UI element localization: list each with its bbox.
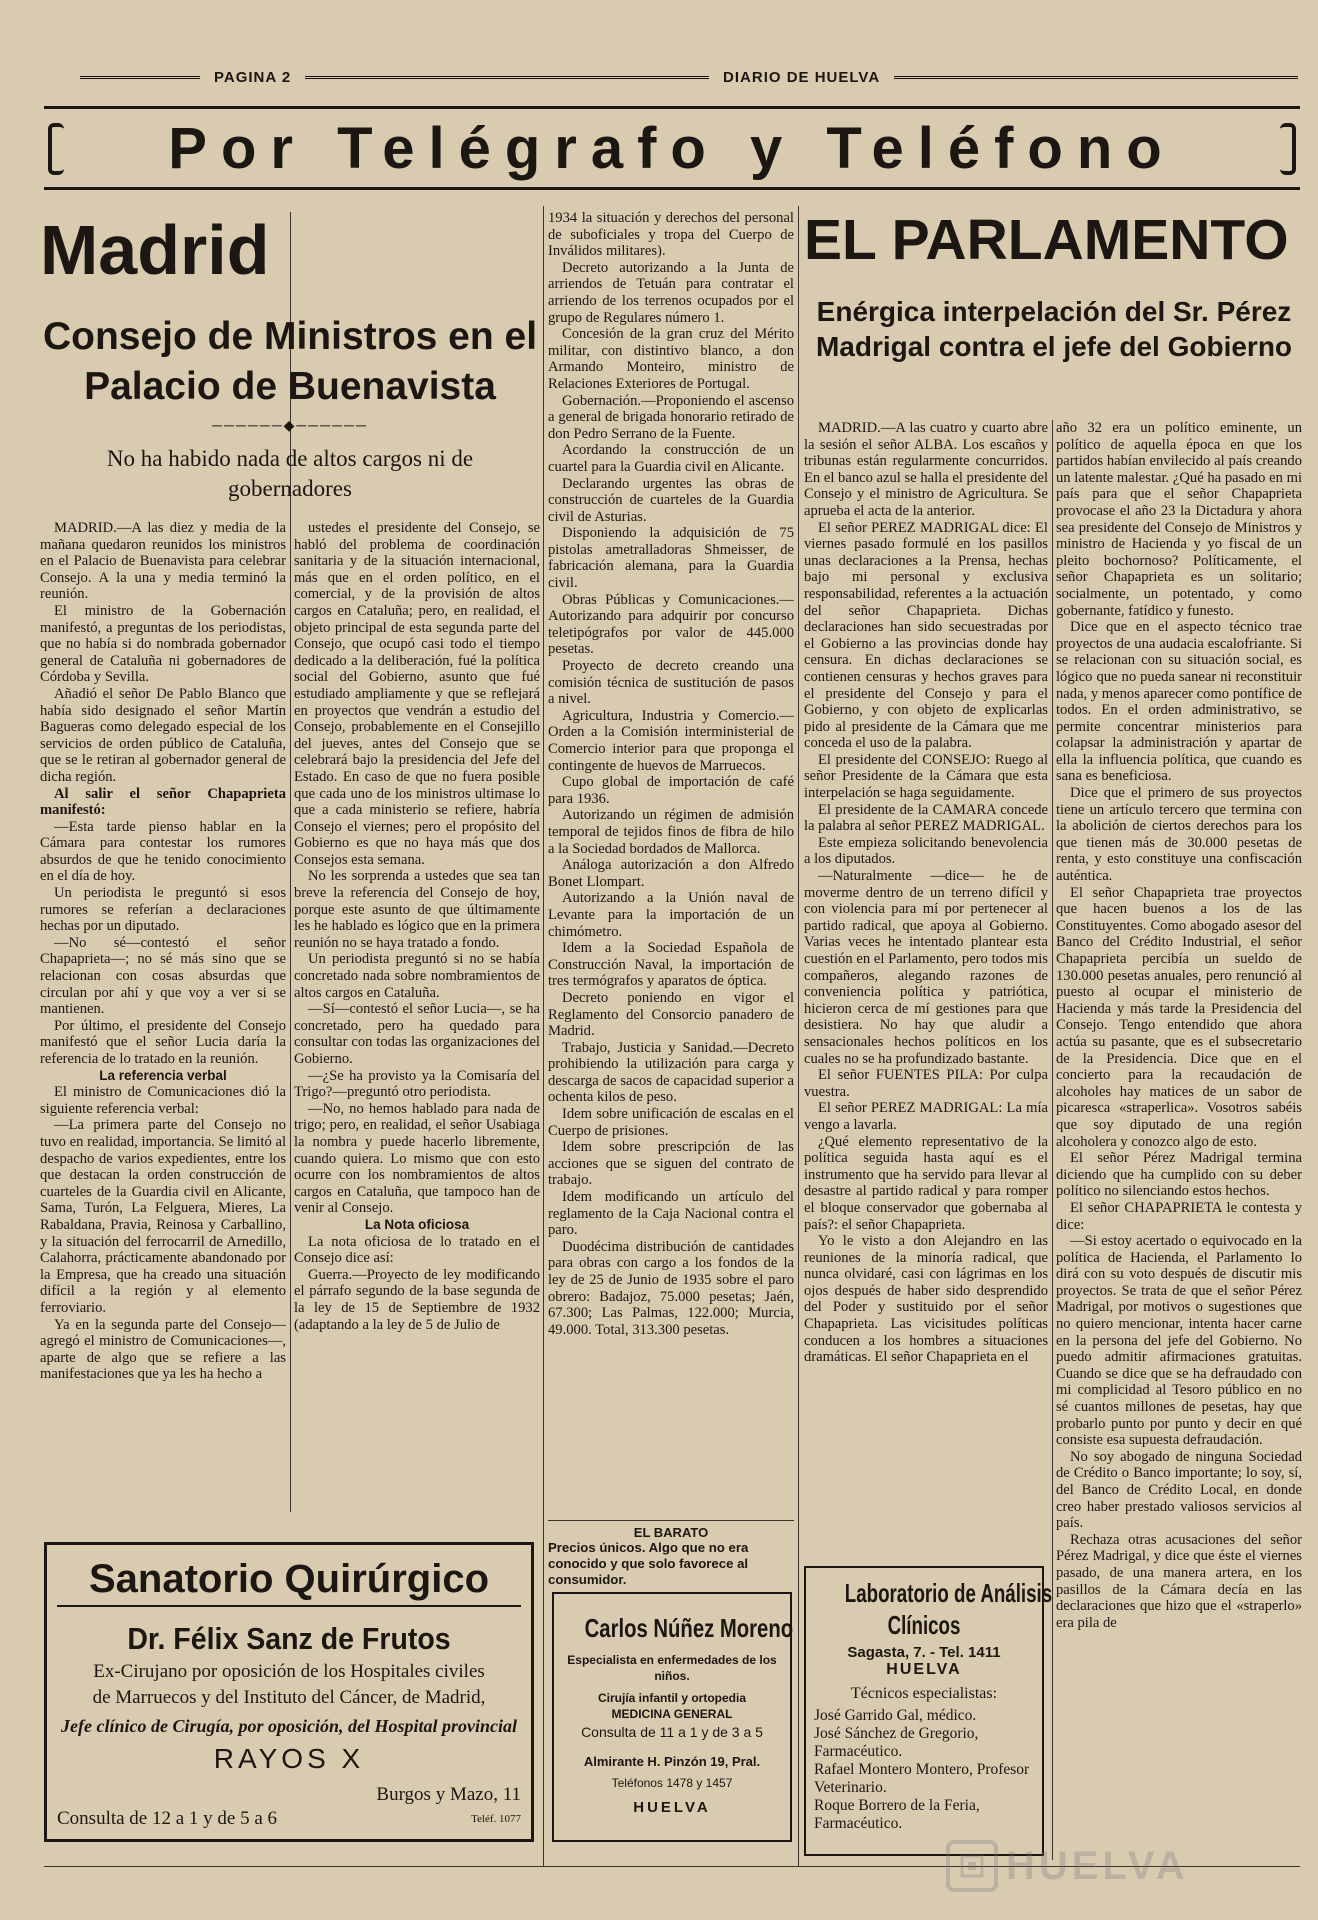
paragraph: año 32 era un político eminente, un político de aquella época en que los partidos habían envilecido al país creando un latente malestar. ¿Qué ha pasado en mi país para que el señor Chapaprieta provocase el año 23 la Dictadura y ahora sea presidente del Consejo de Ministros y ministro de Hacienda y yo fiscal de un pleito bochornoso? Políticamente, el señor Chapaprieta es un solitario; socialmente, un potentado, y como gobernante, fatídico y funesto. — [1056, 420, 1302, 619]
column-rule — [1052, 420, 1053, 1860]
subheading: La referencia verbal — [99, 1067, 227, 1083]
paragraph: Idem a la Sociedad Española de Construcción Naval, la importación de tres termógrafos y aparatos de óptica. — [548, 940, 794, 990]
laboratorio-advertisement — [804, 1566, 1053, 1856]
paragraph: Declarando urgentes las obras de construcción de cuarteles de la Guardia civil de Asturias. — [548, 475, 794, 525]
section-masthead — [44, 106, 1300, 190]
paragraph: Concesión de la gran cruz del Mérito militar, con distintivo blanco, a don Armando Monteiro, ministro de Relaciones Exteriores de Portugal. — [548, 326, 794, 392]
subheading: La Nota oficiosa — [364, 1216, 470, 1232]
ad-line: de Marruecos y del Instituto del Cáncer, de Madrid, — [92, 1687, 486, 1708]
parlamento-title: EL PARLAMENTO — [804, 208, 1289, 272]
paragraph: Al salir el señor Chapaprieta manifestó: — [40, 785, 286, 819]
paragraph: El señor Chapaprieta trae proyectos que hacen buenos a los de las Constituyentes. Como abogado asesor del Banco del Crédito Industrial, el señor Chapaprieta percibía un sueldo de 130.000 pesetas anuales, pero renunció al puesto al ocupar el ministerio de Hacienda y más tarde la Presidencia del Consejo. Tengo entendido que ahora actúa su pasante, que es el subsecretario de la Presidencia. Dice que en el concierto para la recaudación de alcoholes hay matices de un sabor de picaresca «straperlica». Vosotros sabéis que soy diputado de una región alcoholera y conozco algo de esto. — [1056, 884, 1302, 1150]
ad-line: Jefe clínico de Cirugía, por oposición, del Hospital provincial — [61, 1716, 517, 1736]
paragraph: Acordando la construcción de un cuartel para la Guardia civil en Alicante. — [548, 442, 794, 475]
ad-address: Burgos y Mazo, 11 — [376, 1784, 521, 1805]
paragraph: —Naturalmente —dice— he de moverme dentro de un terreno difícil y con violencia para mí por pertenecer al partido radical, que apoya al Gobierno. Varias veces he intentado plantear esta cuestión en el Parlamento, pero todos mis compañeros, alegando razones de conveniencia política y patriótica, hicieron cerca de mí gestiones para que desistiera. No hay que aludir a sensacionales hechos políticos en los cuales no se ha profundizado bastante. — [804, 868, 1048, 1067]
parlamento-deck: Enérgica interpelación del Sr. Pérez Madrigal contra el jefe del Gobierno — [815, 296, 1293, 362]
column-rule — [543, 206, 544, 1866]
paragraph: El ministro de Comunicaciones dió la siguiente referencia verbal: — [40, 1084, 286, 1117]
ad-title: Laboratorio de Análisis — [844, 1578, 1053, 1608]
paragraph: El presidente de la CAMARA concede la palabra al señor PEREZ MADRIGAL. — [804, 801, 1048, 835]
ad-doctor-name: Dr. Félix Sanz de Frutos — [127, 1621, 451, 1656]
paragraph: MADRID.—A las diez y media de la mañana quedaron reunidos los ministros en el Palacio de Buenavista para celebrar Consejo. A la una y media terminó la reunión. — [40, 520, 286, 603]
ad-phone: Teléf. 1077 — [471, 1813, 521, 1825]
list-item: José Sánchez de Gregorio, Farmacéutico. — [814, 1725, 979, 1760]
paragraph: El señor FUENTES PILA: Por culpa vuestra. — [804, 1067, 1048, 1100]
notice-heading: EL BARATO — [633, 1525, 709, 1540]
paragraph: Trabajo, Justicia y Sanidad.—Decreto prohibiendo la utilización para carga y descarga de sacos de capacidad superior a ochenta kilos de peso. — [548, 1039, 794, 1106]
paragraph: Autorizando a la Unión naval de Levante para la importación de un chimómetro. — [548, 890, 794, 940]
section-title: Por Telégrafo y Teléfono — [168, 115, 1176, 181]
paragraph: Por último, el presidente del Consejo manifestó que el señor Lucia daría la referencia de lo tratado en la reunión. — [40, 1017, 286, 1067]
madrid-heading-block — [40, 210, 540, 520]
parlamento-column-1 — [804, 420, 1048, 1550]
paragraph: —Si estoy acertado o equivocado en la política de Hacienda, el Parlamento lo dirá con su voto después de discutir mis proyectos. Se trata de que el señor Pérez Madrigal, por motivos o sugestiones que no quiero mencionar, intenta hacer carne en la persona del jefe del Gobierno. No puedo admitir afirmaciones gratuitas. Cuando se dice que se ha defraudado con mi complicidad al Tesoro público en no sé cuantos millones de pesetas, hay que probarlo punto por punto y decir en qué consiste esa supuesta defraudación. — [1056, 1233, 1302, 1449]
paragraph: —No sé—contestó el señor Chapaprieta—; no sé más sino que se relacionan con cosas absurdas que circulan por ahí y que voy a ver si se mantienen. — [40, 934, 286, 1018]
paragraph: Gobernación.—Proponiendo el ascenso a general de brigada honorario retirado de don Pedro Serrano de la Fuente. — [548, 392, 794, 442]
paragraph: Análoga autorización a don Alfredo Bonet Llompart. — [548, 857, 794, 890]
paragraph: Un periodista preguntó si no se había concretado nada sobre nombramientos de altos cargos en Cataluña. — [294, 951, 540, 1001]
paragraph: El señor PEREZ MADRIGAL dice: El viernes pasado formulé en los pasillos unas declaraciones a la Prensa, hechas bajo mi personal y exclusiva responsabilidad, referentes a la actuación del señor Chapaprieta. Dichas declaraciones han sido secuestradas por el Gobierno a las provincias donde hay censura. En dichas declaraciones se contienen censuras y hechos graves para el presidente del Consejo y para el Gobierno, y con objeto de explicarlas pido al presidente de la Cámara que me conceda el uso de la palabra. — [804, 519, 1048, 752]
paragraph: Decreto poniendo en vigor el Reglamento del Consorcio panadero de Madrid. — [548, 989, 794, 1040]
paragraph: Rechaza otras acusaciones del señor Pérez Madrigal, y dice que éste el viernes pasado, de una manera artera, en los pasillos de la Cámara decía en las declaraciones que hizo que el «straperlo» era pila de — [1056, 1531, 1302, 1631]
paragraph: El ministro de la Gobernación manifestó, a preguntas de los periodistas, que no había si do nombrada gobernador general de Cataluña ni gobernadores de Córdoba y Sevilla. — [40, 602, 286, 686]
paragraph: Guerra.—Proyecto de ley modificando el párrafo segundo de la base segunda de la ley de 15 de Septiembre de 1932 (adaptando a la ley de 5 de Julio de — [294, 1266, 540, 1333]
paragraph: El señor CHAPAPRIETA le contesta y dice: — [1056, 1199, 1302, 1233]
sanatorio-advertisement — [44, 1542, 534, 1842]
paragraph: El señor PEREZ MADRIGAL: La mía vengo a lavarla. — [804, 1100, 1048, 1133]
paragraph: MADRID.—A las cuatro y cuarto abre la sesión el señor ALBA. Los escaños y tribunas están regularmente concurridos. En el banco azul se halla el presidente del Consejo y el ministro de Agricultura. Se aprueba el acta de la anterior. — [804, 420, 1048, 519]
paragraph: Idem sobre unificación de escalas en el Cuerpo de prisiones. — [548, 1106, 794, 1139]
running-header — [80, 66, 1298, 88]
ad-city: HUELVA — [633, 1799, 711, 1816]
parlamento-column-2 — [1056, 420, 1302, 1860]
header-rule — [80, 76, 200, 79]
page-label: PAGINA 2 — [214, 68, 292, 86]
paragraph: Cupo global de importación de café para 1936. — [548, 774, 794, 807]
madrid-title: Madrid — [40, 211, 270, 289]
paragraph: Este empieza solicitando benevolencia a los diputados. — [804, 834, 1048, 868]
ad-footer — [57, 1783, 521, 1831]
paragraph: 1934 la situación y derechos del personal de suboficiales y tropa del Cuerpo de Inválidos militares). — [548, 210, 794, 260]
madrid-deck: No ha habido nada de altos cargos ni de gobernadores — [106, 446, 474, 501]
paragraph: —Esta tarde pienso hablar en la Cámara para contestar los rumores absurdos de que he tenido conocimiento en el día de hoy. — [40, 818, 286, 885]
ad-title: Sanatorio Quirúrgico — [57, 1553, 521, 1607]
paragraph: Yo le visto a don Alejandro en las reuniones de la minoría radical, que nunca olvidaré, casi con lágrimas en los ojos después de haber sido desprendido del Poder y sustituido por el señor Chapaprieta. Las vicisitudes políticas conducen a los hombres a situaciones dramáticas. El señor Chapaprieta en el — [804, 1233, 1048, 1366]
paragraph: Autorizando un régimen de admisión temporal de tejidos finos de fibra de hilo a la Sociedad bordados de Mallorca. — [548, 807, 794, 857]
ad-city: HUELVA — [886, 1661, 962, 1678]
paragraph: Dice que en el aspecto técnico trae proyectos de una audacia escalofriante. Si se relacionan con su situación social, es lógico que no pueda sanear ni reconstituir nada, y menos aparecer como pontífice de todos. En el orden administrativo, se permite concentrar ministerios para colapsar la administración y apartar de ella la influencia política, que cuando es sana es beneficiosa. — [1056, 619, 1302, 785]
paragraph: ¿Qué elemento representativo de la política seguida hasta aquí es el instrumento que ha servido para llevar al desastre al partido radical y para romper el bloque conservador que gobernaba al país?: el señor Chapaprieta. — [804, 1133, 1048, 1233]
paragraph: Decreto autorizando a la Junta de arriendos de Tetuán para contratar el arriendo de los terrenos ocupados por el grupo de Regulares número 1. — [548, 259, 794, 326]
list-item: Rafael Montero Montero, Profesor Veterinario. — [814, 1761, 1030, 1796]
paragraph: Obras Públicas y Comunicaciones.—Autorizando para adquirir por concurso teletipógrafos por valor de 445.000 pesetas. — [548, 591, 794, 658]
paragraph: ustedes el presidente del Consejo, se habló del problema de coordinación sanitaria y de la situación internacional, más que en el orden político, en el comercial, y de la provisión de altos cargos en Cataluña; pero, en realidad, el objeto principal de esta segunda parte del Consejo, que ocupó casi todo el tiempo dedicado a la deliberación, fué la política social del Gobierno, asunto que fué estudiado ampliamente y que se reflejará en proyectos que vendrán a estudio del Consejo, probablemente en el Consejillo del jueves, antes del Consejo que se celebrará bajo la presidencia del Jefe del Estado. En caso de que no fuera posible que cada uno de los ministros ultimase lo que a cada ministerio se refiere, habría Consejo el viernes; pero el propósito del Gobierno es que no haya más que dos Consejos esta semana. — [294, 520, 540, 868]
newspaper-name: DIARIO DE HUELVA — [723, 68, 881, 86]
paragraph: Añadió el señor De Pablo Blanco que había sido designado el señor Martín Bagueras como delegado especial de los servicios de orden público de Cataluña, que se le retiran al gobernador general de dicha región. — [40, 685, 286, 785]
paragraph: Agricultura, Industria y Comercio.—Orden a la Comisión interministerial de Comercio interior para que proponga el contingente de huevos de Marruecos. — [548, 707, 794, 774]
list-item: Roque Borrero de la Feria, Farmacéutico. — [814, 1797, 980, 1832]
ad-line: Técnicos especialistas: — [850, 1685, 998, 1702]
ad-address: Sagasta, 7. - Tel. 1411 — [847, 1644, 1001, 1661]
paragraph: Duodécima distribución de cantidades para obras con cargo a los fondos de la ley de 25 de Junio de 1935 sobre el paro obrero: Badajoz, 75.000 pesetas; Jaén, 67.300; Las Palmas, 122.000; Murcia, 49.000. Total, 313.300 pesetas. — [548, 1238, 794, 1338]
paragraph: No soy abogado de ninguna Sociedad de Crédito o Banco importante; lo soy, sí, del Banco de Crédito Local, en donde creo haber prestado valiosos servicios al país. — [1056, 1448, 1302, 1532]
watermark-text: HUELVA — [1006, 1843, 1189, 1888]
paragraph: —La primera parte del Consejo no tuvo en realidad, importancia. Se limitó al despacho de varios expedientes, entre los que destacan la orden construcción de cuarteles de la Guardia civil en Alicante, Sama, Turón, La Felguera, Mieres, La Rabaldana, Pravia, Reinosa y Carballino, y la situación del ferrocarril de Arnedillo, Calahorra, prácticamente abandonado por la Empresa, que ha creado una situación difícil a la región y al elemento ferroviario. — [40, 1117, 286, 1316]
paragraph: Idem sobre prescripción de las acciones que se siguen del contrato de trabajo. — [548, 1139, 794, 1189]
ad-line: Cirujía infantil y ortopedia — [597, 1691, 746, 1705]
paragraph: El señor Pérez Madrigal termina diciendo que ha cumplido con su deber político no silenciando estos hechos. — [1056, 1150, 1302, 1200]
paragraph: —Sí—contestó el señor Lucia—, se ha concretado, pero ha quedado para consultar con todas las organizaciones del Gobierno. — [294, 1001, 540, 1067]
ad-staff-list — [814, 1707, 1034, 1833]
madrid-headline: Consejo de Ministros en el Palacio de Buenavista — [42, 315, 538, 408]
ad-line: Ex-Cirujano por oposición de los Hospitales civiles — [93, 1661, 485, 1682]
paragraph: Disponiendo la adquisición de 75 pistolas ametralladoras Shmeisser, de fabricación alemana, para la Guardia civil. — [548, 525, 794, 592]
ad-address-block — [376, 1783, 521, 1831]
notice-text: Precios únicos. Algo que no era conocido y que solo favorece al consumidor. — [548, 1540, 749, 1587]
paragraph: Idem modificando un artículo del reglamento de la Caja Nacional contra el paro. — [548, 1189, 794, 1239]
madrid-column-3 — [548, 210, 794, 1510]
ad-hours: Consulta de 12 a 1 y de 5 a 6 — [57, 1808, 278, 1829]
paragraph: Un periodista le preguntó si esos rumores se referían a declaraciones hechas por un diputado. — [40, 885, 286, 935]
ad-doctor-name: Carlos Núñez Moreno — [584, 1613, 794, 1643]
paragraph: Proyecto de decreto creando una comisión técnica de sustitución de pasos a nivel. — [548, 658, 794, 708]
column-rule — [798, 206, 799, 1866]
madrid-column-1 — [40, 520, 286, 1530]
ad-address: Almirante H. Pinzón 19, Pral. — [583, 1754, 761, 1769]
ad-hours: Consulta de 11 a 1 y de 3 a 5 — [581, 1724, 763, 1740]
paragraph: —¿Se ha provisto ya la Comisaría del Trigo?—preguntó otro periodista. — [294, 1067, 540, 1101]
header-rule — [305, 76, 709, 79]
paragraph: Dice que el primero de sus proyectos tiene un artículo tercero que termina con la abolición de ciertos derechos para los que tienen más de 30.000 pesetas de renta, y esto constituye una confiscación auténtica. — [1056, 785, 1302, 885]
paragraph: —No, no hemos hablado para nada de trigo; pero, en realidad, el señor Usabiaga la nombra y puede hacerlo libremente, cuando quiera. Lo mismo que con esto ocurre con los nombramientos de altos cargos en Cataluña, que tampoco han de venir al Consejo. — [294, 1100, 540, 1217]
ad-line: Especialista en enfermedades de los niños. — [567, 1653, 777, 1683]
ad-phone: Teléfonos 1478 y 1457 — [611, 1776, 733, 1790]
madrid-column-2 — [294, 520, 540, 1530]
ad-line: MEDICINA GENERAL — [611, 1707, 733, 1721]
paragraph: No les sorprenda a ustedes que sea tan breve la referencia del Consejo de hoy, porque este asunto de que últimamente les he hablado es lógico que en la primera reunión no se haya tratado a fondo. — [294, 868, 540, 951]
header-rule — [894, 76, 1298, 79]
paragraph: El presidente del CONSEJO: Ruego al señor Presidente de la Cámara que esta interpelación se haga seguidamente. — [804, 751, 1048, 802]
paragraph: La nota oficiosa de lo tratado en el Consejo dice así: — [294, 1233, 540, 1267]
list-item: José Garrido Gal, médico. — [814, 1707, 977, 1724]
paragraph: Ya en la segunda parte del Consejo—agregó el ministro de Comunicaciones—, aparte de algo que se refiere a las manifestaciones que ya les ha hecho a — [40, 1316, 286, 1383]
ad-title: Clínicos — [887, 1610, 961, 1640]
bracket-ornament-left — [48, 123, 64, 175]
divider-ornament: ──────◆────── — [212, 419, 368, 434]
el-barato-notice — [548, 1520, 794, 1588]
archive-watermark — [946, 1836, 1286, 1896]
ad-rayos-x: RAYOS X — [213, 1743, 365, 1774]
parlamento-heading-block — [804, 208, 1304, 418]
bracket-ornament-right — [1280, 123, 1296, 175]
seal-icon — [946, 1840, 998, 1892]
carlos-nunez-advertisement — [552, 1592, 792, 1842]
